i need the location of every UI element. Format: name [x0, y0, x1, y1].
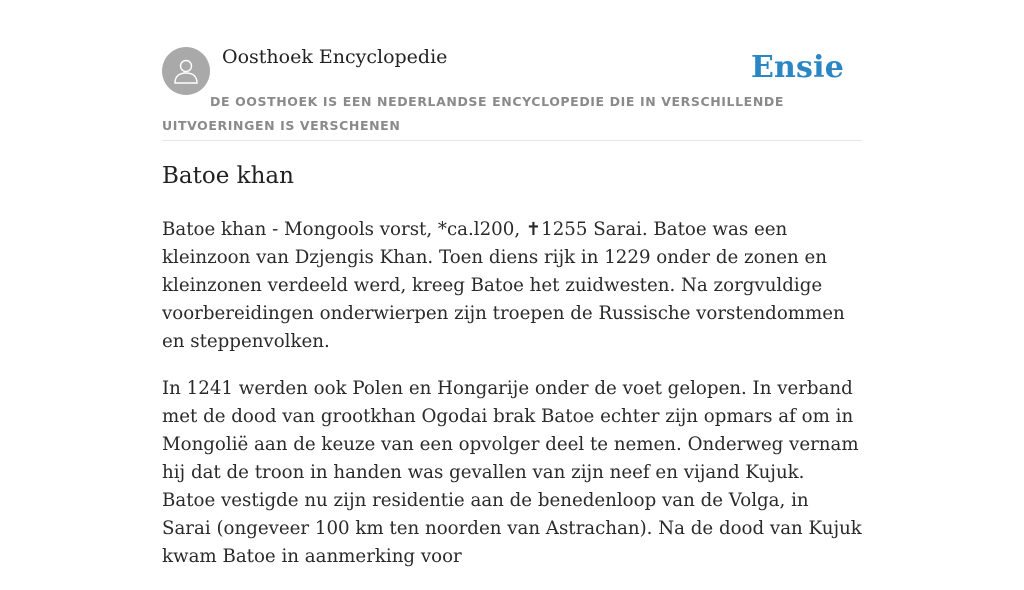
avatar[interactable]: [162, 47, 210, 95]
page: [162, 0, 862, 567]
article-body: [162, 216, 862, 590]
site-tagline: DE OOSTHOEK IS EEN NEDERLANDSE ENCYCLOPEDIE DIE IN VERSCHILLENDE UITVOERINGEN IS VERSCHENEN: [162, 94, 784, 133]
article-title: Batoe khan: [162, 163, 294, 189]
article-paragraph: In 1241 werden ook Polen en Hongarije onder de voet gelopen. In verband met de dood van grootkhan Ogodai brak Batoe echter zijn opmars af om in Mongolië aan de keuze van een opvolger deel te nemen. Onderweg vernam hij dat de troon in handen was gevallen van zijn neef en vijand Kujuk. Batoe vestigde nu zijn residentie aan de benedenloop van de Volga, in Sarai (ongeveer 100 km ten noorden van Astrachan). Na de dood van Kujuk kwam Batoe in aanmerking voor: [162, 378, 862, 567]
article-paragraph: Batoe khan - Mongools vorst, *ca.l200, ✝1255 Sarai. Batoe was een kleinzoon van Dzjengis Khan. Toen diens rijk in 1229 onder de zonen en kleinzonen verdeeld werd, kreeg Batoe het zuidwesten. Na zorgvuldige voorbereidingen onderwierpen zijn troepen de Russische vorstendommen en steppenvolken.: [162, 219, 845, 352]
header: [162, 0, 862, 141]
user-silhouette-icon: [171, 56, 201, 86]
site-name-link[interactable]: Oosthoek Encyclopedie: [222, 46, 448, 68]
brand-logo-link[interactable]: Ensie: [750, 50, 844, 85]
